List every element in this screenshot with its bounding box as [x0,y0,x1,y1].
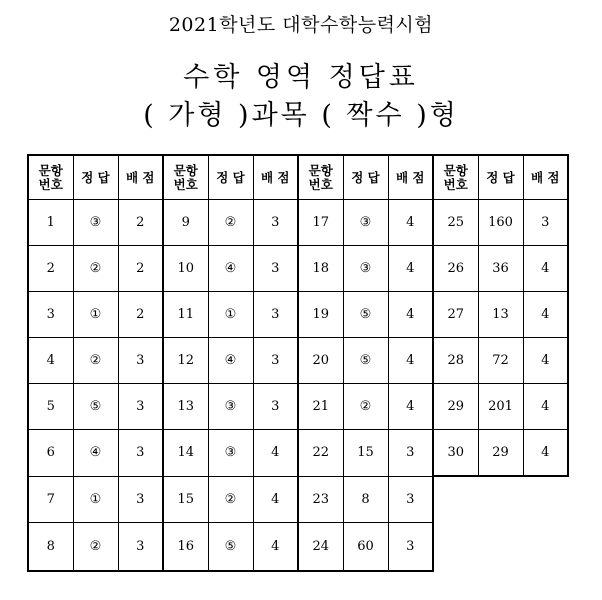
answer-cell: ② [343,384,388,430]
points-cell: 4 [523,292,568,338]
question-number: 7 [28,476,73,522]
table-row [28,246,568,292]
question-number: 2 [28,246,73,292]
points-cell: 4 [523,338,568,384]
points-cell: 4 [388,338,433,384]
header-number-bottom: 번호 [443,176,468,192]
points-cell: 4 [523,430,568,477]
answer-cell: ⑤ [343,292,388,338]
answer-cell: ④ [208,338,253,384]
points-cell: 4 [388,246,433,292]
header-points: 배 점 [388,155,433,200]
points-cell: 3 [118,476,163,522]
answer-cell: ⑤ [208,522,253,571]
points-cell: 3 [388,476,433,522]
question-number: 13 [163,384,208,430]
points-cell: 3 [253,246,298,292]
points-cell: 3 [388,522,433,571]
main-title: 수학 영역 정답표 [183,62,419,93]
header-number-top: 문항 [308,162,333,178]
points-cell: 3 [118,384,163,430]
answer-cell: ② [73,246,118,292]
empty-area [433,476,568,571]
points-cell: 3 [253,384,298,430]
header-number-top: 문항 [38,162,63,178]
question-number: 28 [433,338,478,384]
points-cell: 4 [253,522,298,571]
header-answer: 정 답 [343,155,388,200]
question-number: 25 [433,200,478,246]
answer-cell: ⑤ [73,384,118,430]
question-number: 21 [298,384,343,430]
question-number: 5 [28,384,73,430]
points-cell: 3 [253,292,298,338]
answer-cell: ② [208,200,253,246]
question-number: 20 [298,338,343,384]
points-cell: 2 [118,246,163,292]
points-cell: 3 [118,522,163,571]
points-cell: 3 [118,430,163,477]
points-cell: 4 [253,430,298,477]
answer-cell: ③ [343,246,388,292]
question-number: 19 [298,292,343,338]
points-cell: 3 [253,338,298,384]
question-number: 27 [433,292,478,338]
answer-cell: 201 [478,384,523,430]
answer-cell: ① [208,292,253,338]
table-row [28,292,568,338]
question-number: 30 [433,430,478,477]
answer-cell: ④ [73,430,118,477]
answer-cell: ③ [343,200,388,246]
question-number: 3 [28,292,73,338]
answer-cell: 60 [343,522,388,571]
answer-cell: ⑤ [343,338,388,384]
table-row [28,338,568,384]
answer-table [27,154,569,572]
points-cell: 2 [118,200,163,246]
points-cell: 3 [388,430,433,477]
answer-cell: 13 [478,292,523,338]
question-number: 29 [433,384,478,430]
answer-cell: 29 [478,430,523,477]
question-number: 11 [163,292,208,338]
answer-cell: ③ [208,384,253,430]
answer-cell: 8 [343,476,388,522]
exam-title: 2021학년도 대학수학능력시험 [168,14,434,36]
answer-cell: ④ [208,246,253,292]
header-points: 배 점 [253,155,298,200]
answer-cell: ③ [208,430,253,477]
header-answer: 정 답 [73,155,118,200]
answer-cell: ② [208,476,253,522]
question-number: 22 [298,430,343,477]
answer-cell: 72 [478,338,523,384]
answer-cell: 160 [478,200,523,246]
points-cell: 3 [253,200,298,246]
points-cell: 4 [523,246,568,292]
header-number-top: 문항 [443,162,468,178]
header-question-number [28,155,73,200]
question-number: 9 [163,200,208,246]
header-question-number [433,155,478,200]
header-question-number [163,155,208,200]
question-number: 6 [28,430,73,477]
header-number-bottom: 번호 [38,176,63,192]
answer-cell: 36 [478,246,523,292]
answer-cell: ③ [73,200,118,246]
question-number: 1 [28,200,73,246]
question-number: 18 [298,246,343,292]
question-number: 16 [163,522,208,571]
points-cell: 4 [253,476,298,522]
table-row [28,384,568,430]
header-points: 배 점 [523,155,568,200]
header-number-bottom: 번호 [308,176,333,192]
question-number: 8 [28,522,73,571]
table-row [28,430,568,477]
question-number: 10 [163,246,208,292]
points-cell: 4 [388,200,433,246]
question-number: 4 [28,338,73,384]
points-cell: 3 [523,200,568,246]
table-row [28,200,568,246]
points-cell: 4 [388,292,433,338]
question-number: 26 [433,246,478,292]
header-answer: 정 답 [478,155,523,200]
question-number: 17 [298,200,343,246]
header-number-top: 문항 [173,162,198,178]
points-cell: 4 [388,384,433,430]
answer-cell: ② [73,522,118,571]
answer-cell: ② [73,338,118,384]
answer-cell: ① [73,476,118,522]
question-number: 14 [163,430,208,477]
header-question-number [298,155,343,200]
points-cell: 4 [523,384,568,430]
subtitle: ( 가형 )과목 ( 짝수 )형 [143,100,459,131]
header-points: 배 점 [118,155,163,200]
answer-cell: 15 [343,430,388,477]
answer-cell: ① [73,292,118,338]
question-number: 24 [298,522,343,571]
header-row [28,155,568,200]
table-row [28,476,568,522]
question-number: 15 [163,476,208,522]
points-cell: 3 [118,338,163,384]
question-number: 23 [298,476,343,522]
points-cell: 2 [118,292,163,338]
question-number: 12 [163,338,208,384]
header-answer: 정 답 [208,155,253,200]
header-number-bottom: 번호 [173,176,198,192]
